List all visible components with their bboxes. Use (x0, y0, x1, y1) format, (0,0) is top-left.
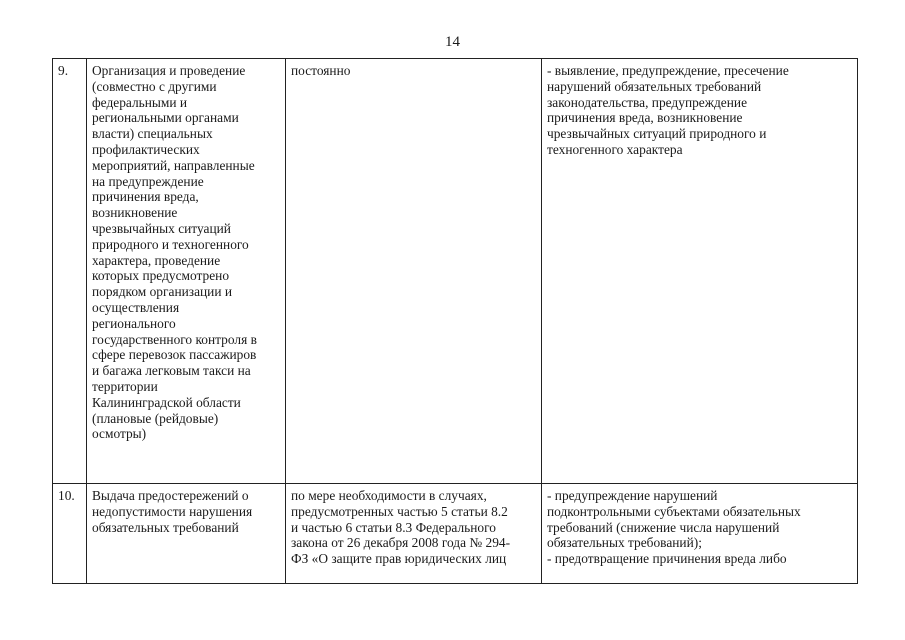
table-row (53, 59, 858, 484)
measure-description: Организация и проведение (совместно с другими федеральными и региональными органами власти) специальных профилактических мероприятий, направленные на предупреждение причинения вреда, возникновение чрезвычайных ситуаций природного и техногенного характера, проведение которых предусмотрено порядком организации и осуществления регионального государственного контроля в сфере перевозок пассажиров и багажа легковым такси на территории Калининградской области (плановые (рейдовые) осмотры) (87, 59, 286, 484)
measure-description: Выдача предостережений о недопустимости нарушения обязательных требований (87, 484, 286, 584)
result-text: - выявление, предупреждение, пресечение нарушений обязательных требований законодательства, предупреждение причинения вреда, возникновение чрезвычайных ситуаций природного и техногенного характера (542, 59, 858, 484)
table-row (53, 484, 858, 584)
row-number: 10. (53, 484, 87, 584)
result-text: - предупреждение нарушений подконтрольными субъектами обязательных требований (снижение числа нарушений обязательных требований); - предотвращение причинения вреда либо (542, 484, 858, 584)
page-number: 14 (445, 34, 460, 50)
period-text: постоянно (286, 59, 542, 484)
period-text: по мере необходимости в случаях, предусмотренных частью 5 статьи 8.2 и частью 6 статьи 8.3 Федерального закона от 26 декабря 2008 года № 294- ФЗ «О защите прав юридических лиц (286, 484, 542, 584)
row-number: 9. (53, 59, 87, 484)
measures-table (52, 58, 858, 584)
